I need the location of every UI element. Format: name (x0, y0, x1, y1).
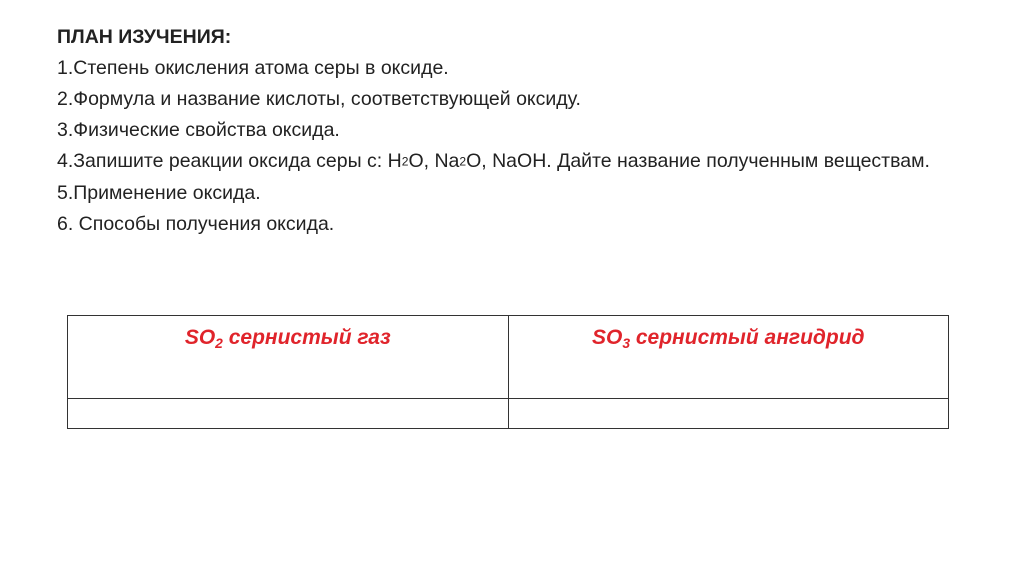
plan-item-3: 3.Физические свойства оксида. (57, 119, 340, 141)
plan-item-6: 6. Способы получения оксида. (57, 212, 335, 235)
so2-title (185, 326, 391, 351)
plan-item-2: 2.Формула и название кислоты, соответствующей оксиду. (57, 88, 581, 110)
so2-formula-base: SO (184, 326, 216, 349)
plan-item-4-suffix: O, NaOH. Дайте название полученным веществам. (466, 150, 930, 172)
study-plan (57, 22, 997, 240)
plan-item-1: 1.Степень окисления атома серы в оксиде. (57, 57, 449, 79)
plan-item-4-mid: O, Na (408, 150, 460, 172)
so3-formula-subscript: 3 (622, 334, 631, 351)
water-subscript: 2 (401, 154, 409, 169)
so3-formula-base: SO (591, 326, 623, 349)
sodium-oxide-subscript: 2 (459, 154, 467, 169)
so3-empty-cell (508, 399, 949, 429)
plan-item-4-prefix: 4.Запишите реакции оксида серы с: H (57, 150, 402, 172)
so2-column-header (68, 316, 509, 399)
so2-name: сернистый газ (222, 326, 391, 349)
so3-title (592, 326, 865, 351)
so3-name: сернистый ангидрид (630, 326, 865, 349)
plan-item-5: 5.Применение оксида. (57, 181, 261, 204)
table-row (68, 399, 949, 429)
plan-item-4 (57, 146, 997, 178)
oxides-table (67, 315, 949, 429)
so2-empty-cell (68, 399, 509, 429)
so2-formula-subscript: 2 (215, 334, 223, 351)
so3-column-header (508, 316, 949, 399)
plan-title: ПЛАН ИЗУЧЕНИЯ: (57, 26, 232, 48)
table-header-row (68, 316, 949, 399)
